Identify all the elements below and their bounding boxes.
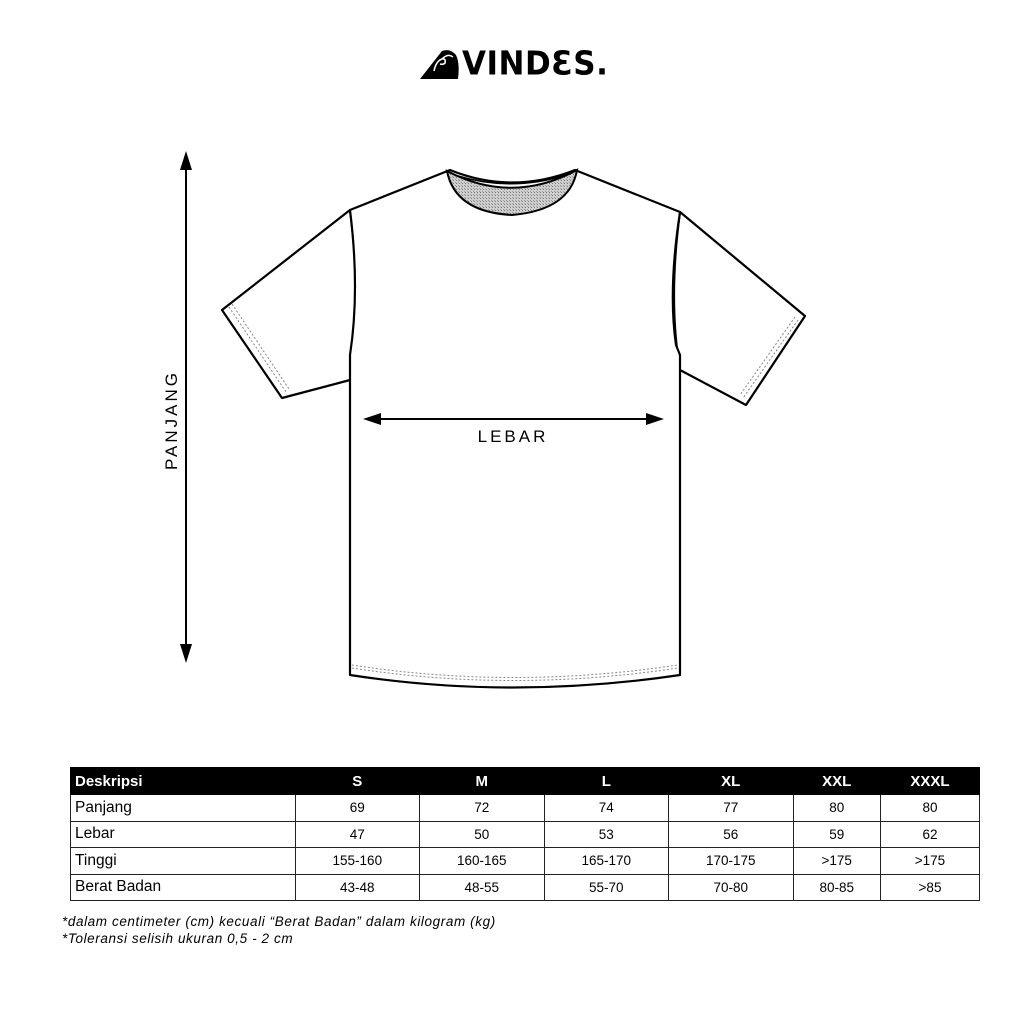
table-cell: 50	[420, 821, 544, 848]
table-cell: 56	[669, 821, 793, 848]
column-header: Deskripsi	[71, 768, 296, 795]
table-row	[71, 848, 980, 875]
table-cell: 165-170	[544, 848, 668, 875]
table-cell: 80-85	[793, 874, 881, 901]
table-cell: >85	[881, 874, 980, 901]
table-cell: 62	[881, 821, 980, 848]
table-row	[71, 821, 980, 848]
table-cell: 70-80	[669, 874, 793, 901]
table-cell: 72	[420, 795, 544, 822]
table-cell: 155-160	[295, 848, 419, 875]
footnote-tolerance: *Toleransi selisih ukuran 0,5 - 2 cm	[62, 931, 294, 946]
row-label: Lebar	[71, 821, 296, 848]
column-header: XXL	[793, 768, 881, 795]
table-cell: 47	[295, 821, 419, 848]
table-cell: 48-55	[420, 874, 544, 901]
footnotes	[62, 913, 496, 947]
table-cell: 69	[295, 795, 419, 822]
table-cell: >175	[881, 848, 980, 875]
table-cell: 55-70	[544, 874, 668, 901]
table-cell: >175	[793, 848, 881, 875]
column-header: XXXL	[881, 768, 980, 795]
table-cell: 170-175	[669, 848, 793, 875]
table-cell: 77	[669, 795, 793, 822]
table-header-row	[71, 768, 980, 795]
table-row	[71, 874, 980, 901]
table-cell: 43-48	[295, 874, 419, 901]
table-cell: 80	[793, 795, 881, 822]
table-cell: 59	[793, 821, 881, 848]
row-label: Tinggi	[71, 848, 296, 875]
table-row	[71, 795, 980, 822]
footnote-units: *dalam centimeter (cm) kecuali “Berat Badan” dalam kilogram (kg)	[62, 914, 496, 929]
table-cell: 160-165	[420, 848, 544, 875]
lebar-label: LEBAR	[477, 427, 549, 446]
panjang-label: PANJANG	[162, 369, 181, 471]
column-header: M	[420, 768, 544, 795]
column-header: S	[295, 768, 419, 795]
size-chart-table	[70, 767, 980, 901]
row-label: Panjang	[71, 795, 296, 822]
table-cell: 74	[544, 795, 668, 822]
table-cell: 80	[881, 795, 980, 822]
column-header: XL	[669, 768, 793, 795]
column-header: L	[544, 768, 668, 795]
brand-name: VINDƐS.	[462, 45, 609, 83]
table-cell: 53	[544, 821, 668, 848]
row-label: Berat Badan	[71, 874, 296, 901]
